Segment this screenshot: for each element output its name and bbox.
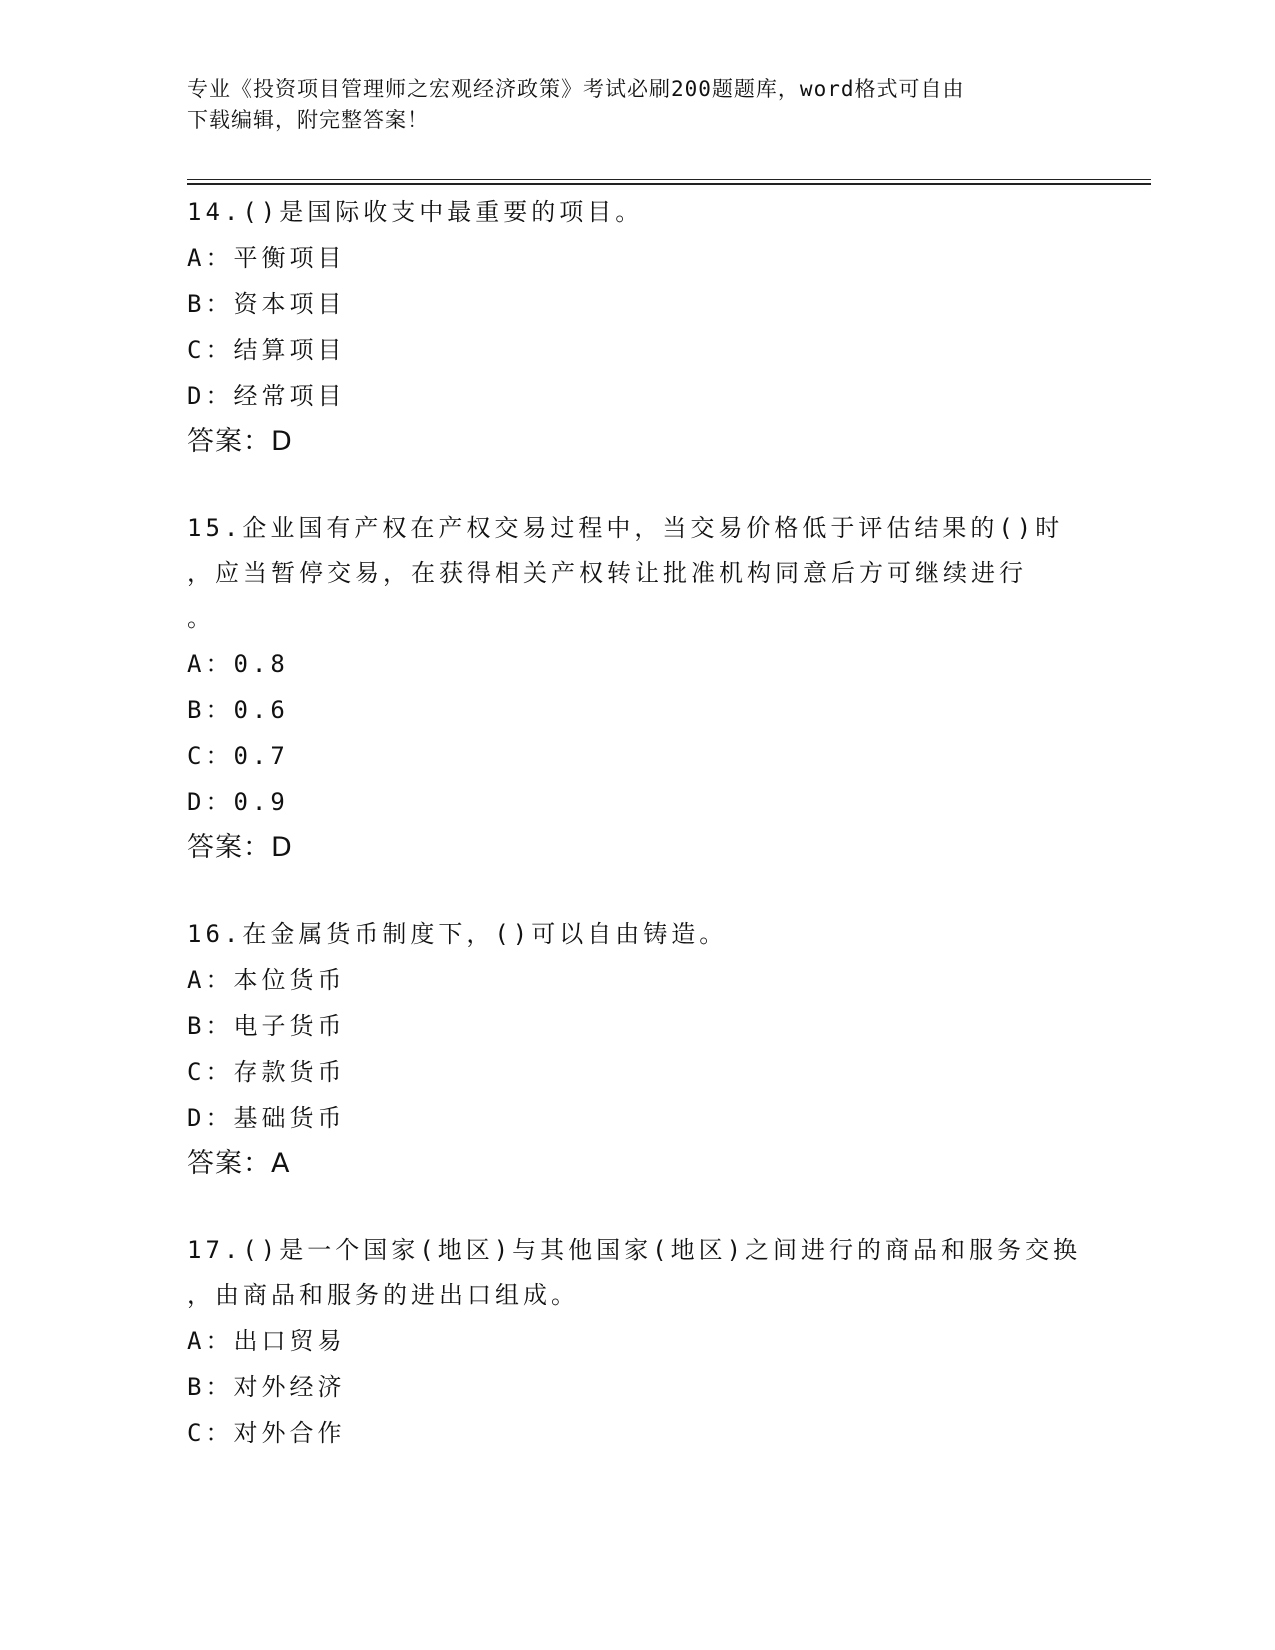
question-stem-line: 16.在金属货币制度下，()可以自由铸造。 — [187, 920, 728, 948]
option-key: C： — [187, 1419, 234, 1447]
question-block — [187, 1228, 1087, 1456]
option-key: B： — [187, 290, 234, 318]
document-header — [187, 74, 1087, 136]
answer-option — [187, 1318, 1087, 1364]
option-key: D： — [187, 788, 234, 816]
question-list — [187, 190, 1087, 1497]
option-text: 电子货币 — [233, 1012, 346, 1040]
option-text: 0.6 — [233, 696, 289, 724]
question-block — [187, 912, 1087, 1187]
answer-option — [187, 1003, 1087, 1049]
option-key: D： — [187, 382, 234, 410]
option-text: 对外经济 — [233, 1373, 346, 1401]
answer-option — [187, 641, 1087, 687]
question-stem-line: 。 — [187, 604, 215, 632]
option-text: 0.8 — [233, 650, 289, 678]
option-key: C： — [187, 336, 234, 364]
option-text: 0.9 — [233, 788, 289, 816]
option-key: C： — [187, 742, 234, 770]
option-text: 本位货币 — [233, 966, 346, 994]
answer-option — [187, 733, 1087, 779]
question-stem-line: 15.企业国有产权在产权交易过程中，当交易价格低于评估结果的()时 — [187, 514, 1064, 542]
option-key: A： — [187, 244, 234, 272]
option-text: 经常项目 — [233, 382, 346, 410]
option-text: 存款货币 — [233, 1058, 346, 1086]
answer-option — [187, 281, 1087, 327]
answer-option — [187, 1410, 1087, 1456]
answer-option — [187, 1049, 1087, 1095]
answer-line: 答案：D — [187, 832, 293, 863]
header-line-1: 专业《投资项目管理师之宏观经济政策》考试必刷200题题库，word格式可自由 — [187, 77, 965, 101]
option-text: 资本项目 — [233, 290, 346, 318]
question-stem-line: 17.()是一个国家(地区)与其他国家(地区)之间进行的商品和服务交换 — [187, 1236, 1082, 1264]
option-text: 平衡项目 — [233, 244, 346, 272]
answer-option — [187, 327, 1087, 373]
header-divider-thin — [187, 179, 1151, 180]
option-key: A： — [187, 966, 234, 994]
header-divider-thick — [187, 183, 1151, 185]
option-text: 基础货币 — [233, 1104, 346, 1132]
option-key: C： — [187, 1058, 234, 1086]
option-key: B： — [187, 1012, 234, 1040]
answer-option — [187, 373, 1087, 419]
question-stem-line: ，应当暂停交易，在获得相关产权转让批准机构同意后方可继续进行 — [187, 559, 1027, 587]
option-key: D： — [187, 1104, 234, 1132]
option-key: B： — [187, 696, 234, 724]
answer-option — [187, 957, 1087, 1003]
option-text: 对外合作 — [233, 1419, 346, 1447]
answer-option — [187, 687, 1087, 733]
question-block — [187, 506, 1087, 871]
option-key: B： — [187, 1373, 234, 1401]
answer-option — [187, 235, 1087, 281]
option-key: A： — [187, 650, 234, 678]
answer-line: 答案：D — [187, 426, 293, 457]
question-block — [187, 190, 1087, 465]
answer-option — [187, 1364, 1087, 1410]
header-line-2: 下载编辑，附完整答案！ — [187, 108, 429, 132]
answer-line: 答案：A — [187, 1148, 291, 1179]
option-text: 出口贸易 — [233, 1327, 346, 1355]
option-key: A： — [187, 1327, 234, 1355]
question-stem-line: 14.()是国际收支中最重要的项目。 — [187, 198, 644, 226]
question-stem-line: ，由商品和服务的进出口组成。 — [187, 1281, 579, 1309]
option-text: 0.7 — [233, 742, 289, 770]
answer-option — [187, 1095, 1087, 1141]
answer-option — [187, 779, 1087, 825]
option-text: 结算项目 — [233, 336, 346, 364]
